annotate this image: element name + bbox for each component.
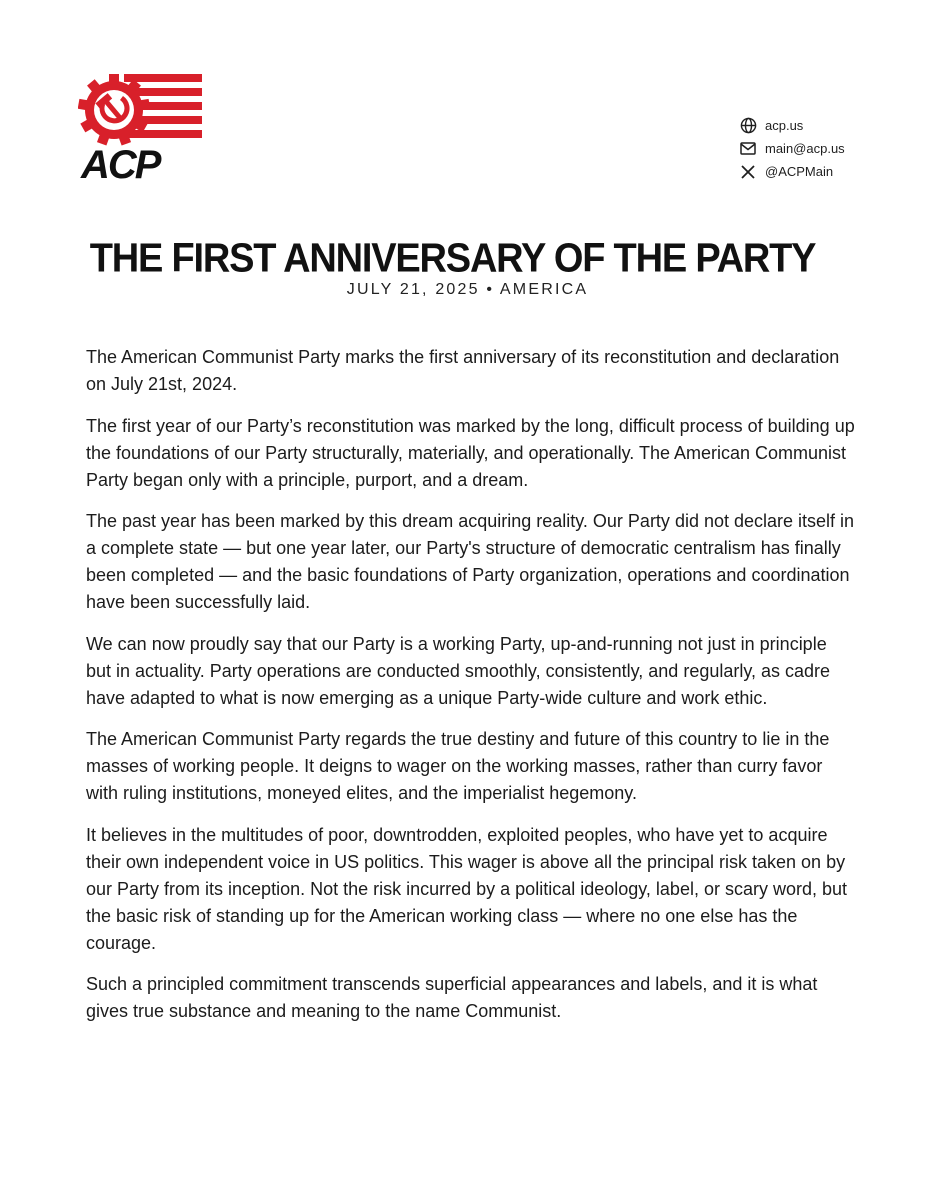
paragraph: It believes in the multitudes of poor, downtrodden, exploited peoples, who have yet to acquire their own independent voice in US politics. This wager is above all the principal risk taken on by our Party from its inception. Not the risk incurred by a political ideology, label, or scary word, but the basic risk of standing up for the American working class — where no one else has the courage. [86,824,848,953]
paragraph: Such a principled commitment transcends superficial appearances and labels, and it is what gives true substance and meaning to the name Communist. [86,974,818,1021]
mail-icon [739,140,757,158]
contact-email[interactable] [739,137,909,160]
statement-body [86,344,856,1040]
paragraph: The American Communist Party regards the true destiny and future of this country to lie in the masses of working people. It deigns to wager on the working masses, rather than curry favor with ruling institutions, moneyed elites, and the imperialist hegemony. [86,729,830,803]
gear-hammer-sickle-icon [78,70,204,182]
contact-email-text: main@acp.us [765,141,845,156]
contact-website-text: acp.us [765,118,804,133]
contact-x-handle[interactable] [739,160,909,183]
x-logo-icon [739,163,757,181]
dateline: JULY 21, 2025 • AMERICA [346,281,589,298]
contact-website[interactable] [739,114,909,137]
paragraph: The American Communist Party marks the first anniversary of its reconstitution and declaration on July 21st, 2024. [86,347,840,394]
paragraph: We can now proudly say that our Party is a working Party, up-and-running not just in principle but in actuality. Party operations are conducted smoothly, consistently, and regularly, as cadre have adapted to what is now emerging as a unique Party-wide culture and work ethic. [86,633,831,708]
contact-x-handle-text: @ACPMain [765,164,834,179]
contact-list [739,114,909,183]
logo-wordmark: ACP [81,143,160,182]
paragraph: The past year has been marked by this dream acquiring reality. Our Party did not declare itself in a complete state — but one year later, our Party's structure of democratic centralism has finally been completed — and the basic foundations of Party organization, operations and coordination have been successfully laid. [86,511,855,612]
acp-logo [78,70,204,182]
globe-icon [739,117,757,135]
document-title: THE FIRST ANNIVERSARY OF THE PARTY [89,236,816,282]
paragraph: The first year of our Party’s reconstitution was marked by the long, difficult process of building up the foundations of our Party structurally, materially, and operationally. The American Communist Party began only with a principle, purport, and a dream. [86,415,855,490]
